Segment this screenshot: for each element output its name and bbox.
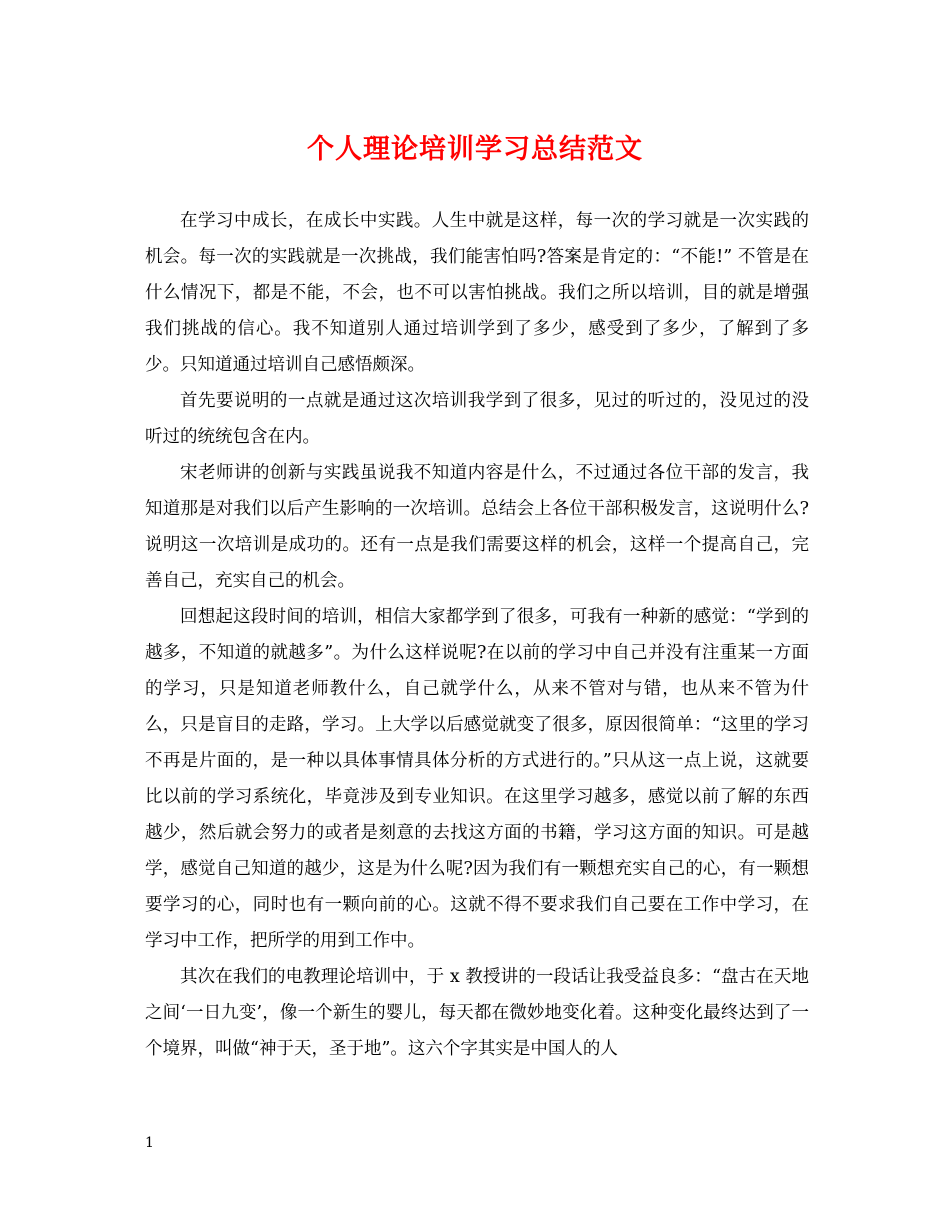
- paragraph: 其次在我们的电教理论培训中，于 x 教授讲的一段话让我受益良多：“盘古在天地之间‘一日九变’，像一个新生的婴儿，每天都在微妙地变化着。这种变化最终达到了一个境界，叫做“神于天，圣于地”。这六个字其实是中国人的人: [145, 967, 809, 1059]
- paragraph: 回想起这段时间的培训，相信大家都学到了很多，可我有一种新的感觉：“学到的越多，不知道的就越多”。为什么这样说呢?在以前的学习中自己并没有注重某一方面的学习，只是知道老师教什么，自己就学什么，从来不管对与错，也从来不管为什么，只是盲目的走路，学习。上大学以后感觉就变了很多，原因很简单：“这里的学习不再是片面的，是一种以具体事情具体分析的方式进行的。”只从这一点上说，这就要比以前的学习系统化，毕竟涉及到专业知识。在这里学习越多，感觉以前了解的东西越少，然后就会努力的或者是刻意的去找这方面的书籍，学习这方面的知识。可是越学，感觉自己知道的越少，这是为什么呢?因为我们有一颗想充实自己的心，有一颗想要学习的心，同时也有一颗向前的心。这就不得不要求我们自己要在工作中学习，在学习中工作，把所学的用到工作中。: [145, 607, 809, 951]
- document-title: 个人理论培训学习总结范文: [307, 134, 643, 165]
- page-number: 1: [145, 1135, 154, 1151]
- paragraph: 在学习中成长，在成长中实践。人生中就是这样，每一次的学习就是一次实践的机会。每一次的实践就是一次挑战，我们能害怕吗?答案是肯定的：“不能!” 不管是在什么情况下，都是不能，不会，也不可以害怕挑战。我们之所以培训，目的就是增强我们挑战的信心。我不知道别人通过培训学到了多少，感受到了多少，了解到了多少。只知道通过培训自己感悟颇深。: [145, 211, 809, 375]
- paragraph: 宋老师讲的创新与实践虽说我不知道内容是什么，不过通过各位干部的发言，我知道那是对我们以后产生影响的一次培训。总结会上各位干部积极发言，这说明什么?说明这一次培训是成功的。还有一点是我们需要这样的机会，这样一个提高自己，完善自己，充实自己的机会。: [145, 463, 809, 591]
- paragraph: 首先要说明的一点就是通过这次培训我学到了很多，见过的听过的，没见过的没听过的统统包含在内。: [145, 391, 809, 447]
- document-body: [145, 203, 809, 1067]
